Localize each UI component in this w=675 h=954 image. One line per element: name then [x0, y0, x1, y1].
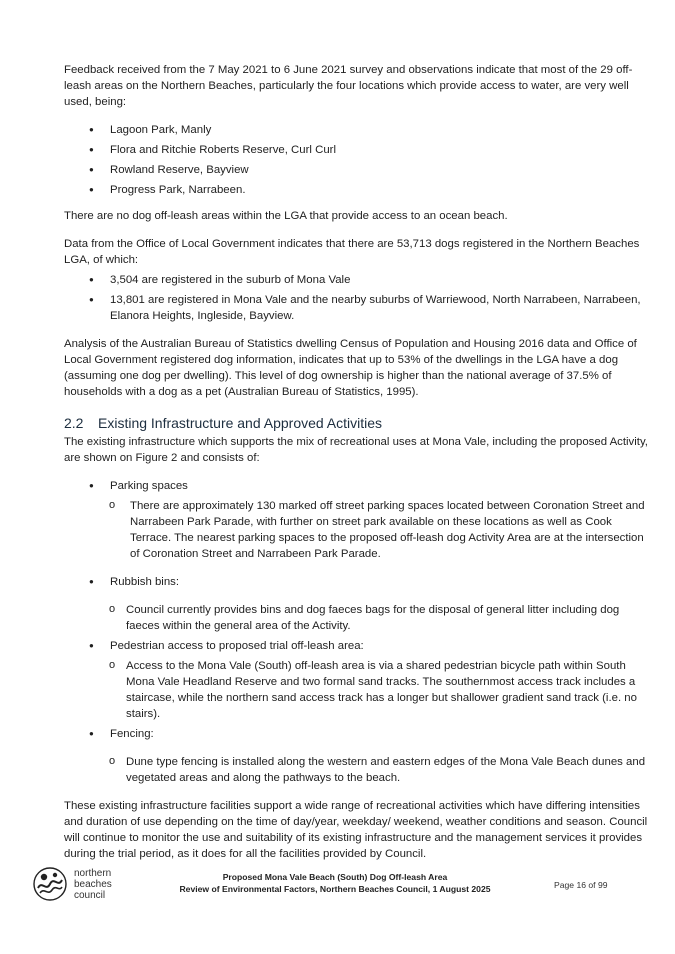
section-intro: The existing infrastructure which supports the mix of recreational uses at Mona Vale, including the proposed Activity, are shown on Figure 2 and consists of: [64, 436, 648, 464]
sub-list-item: o Council currently provides bins and dog faeces bags for the disposal of general litter including dog faeces within the general area of the Activity. [64, 602, 654, 634]
paragraph-dog-registration: Data from the Office of Local Government indicates that there are 53,713 dogs registered in the Northern Beaches LGA, of which: [64, 238, 640, 266]
item-label: Pedestrian access to proposed trial off-leash area: [110, 640, 364, 652]
page-body [64, 62, 654, 862]
sub-list [64, 658, 654, 722]
sub-list [64, 602, 654, 634]
page-number: Page 16 of 99 [554, 880, 608, 890]
paragraph-feedback: Feedback received from the 7 May 2021 to 6 June 2021 survey and observations indicate that most of the 29 off-leash areas on the Northern Beaches, particularly the four locations which provide access to water, are very well used, being: [64, 64, 633, 108]
list-item-pedestrian-access [64, 638, 654, 722]
list-item: ● Flora and Ritchie Roberts Reserve, Curl Curl [64, 142, 654, 158]
logo-line: council [74, 890, 106, 901]
list-item: ● 13,801 are registered in Mona Vale and the nearby suburbs of Warriewood, North Narrabeen, Narrabeen, Elanora Heights, Ingleside, Bayview. [64, 292, 654, 324]
list-item: ● 3,504 are registered in the suburb of Mona Vale [64, 272, 654, 288]
water-access-list [64, 122, 654, 198]
list-item: ● Rowland Reserve, Bayview [64, 162, 654, 178]
sub-list-item: o Dune type fencing is installed along the western and eastern edges of the Mona Vale Beach dunes and vegetated areas and along the pathways to the beach. [64, 754, 654, 786]
page-footer [0, 866, 675, 906]
logo-line: beaches [74, 879, 112, 890]
list-item-parking [64, 478, 654, 562]
sub-list-item: o Access to the Mona Vale (South) off-leash area is via a shared pedestrian bicycle path within South Mona Vale Headland Reserve and two formal sand tracks. The southernmost access track includes a staircase, while the northern sand access track has a longer but shallower gradient sand track (i.e. no stairs). [64, 658, 654, 722]
footer-title-line1: Proposed Mona Vale Beach (South) Dog Off-leash Area [222, 872, 448, 882]
dog-stats-list [64, 272, 654, 324]
logo-line: northern [74, 868, 112, 879]
infrastructure-list [64, 478, 654, 786]
paragraph-no-beach-access: There are no dog off-leash areas within the LGA that provide access to an ocean beach. [64, 210, 508, 222]
sub-list [64, 754, 654, 786]
paragraph-abs-analysis: Analysis of the Australian Bureau of Statistics dwelling Census of Population and Housing 2016 data and Office of Local Government registered dog information, indicates that up to 53% of the dwellings in the LGA have a dog (assuming one dog per dwelling). This level of dog ownership is higher than the national average of 37.5% of households with a dog as a pet (Australian Bureau of Statistics, 1995). [64, 338, 637, 398]
list-item-rubbish-bins [64, 574, 654, 634]
footer-title [170, 871, 500, 895]
item-label: Parking spaces [110, 480, 188, 492]
item-label: Rubbish bins: [110, 576, 180, 588]
list-item: ● Lagoon Park, Manly [64, 122, 654, 138]
section-heading [64, 414, 654, 432]
item-label: Fencing: [110, 728, 154, 740]
section-number: 2.2 [64, 415, 84, 431]
council-logo-text [74, 868, 112, 901]
footer-title-line2: Review of Environmental Factors, Northern Beaches Council, 1 August 2025 [179, 884, 491, 894]
paragraph-closing: These existing infrastructure facilities support a wide range of recreational activities which have differing intensities and duration of use depending on the time of day/year, weekday/ weekend, weather conditions and season. Council will continue to monitor the use and suitability of its existing infrastructure and the management services it provides during the trial period, as it does for all the facilities provided by Council. [64, 800, 648, 860]
sub-list [64, 498, 654, 562]
sub-list-item: o There are approximately 130 marked off street parking spaces located between Coronation Street and Narrabeen Park Parade, with further on street park available on these locations as well as Cook Terrace. The nearest parking spaces to the proposed off-leash dog Activity Area are at the intersection of Coronation Street and Narrabeen Park Parade. [64, 498, 654, 562]
list-item: ● Progress Park, Narrabeen. [64, 182, 654, 198]
council-logo-icon [32, 866, 68, 902]
list-item-fencing [64, 726, 654, 786]
section-title: Existing Infrastructure and Approved Activities [98, 415, 383, 431]
